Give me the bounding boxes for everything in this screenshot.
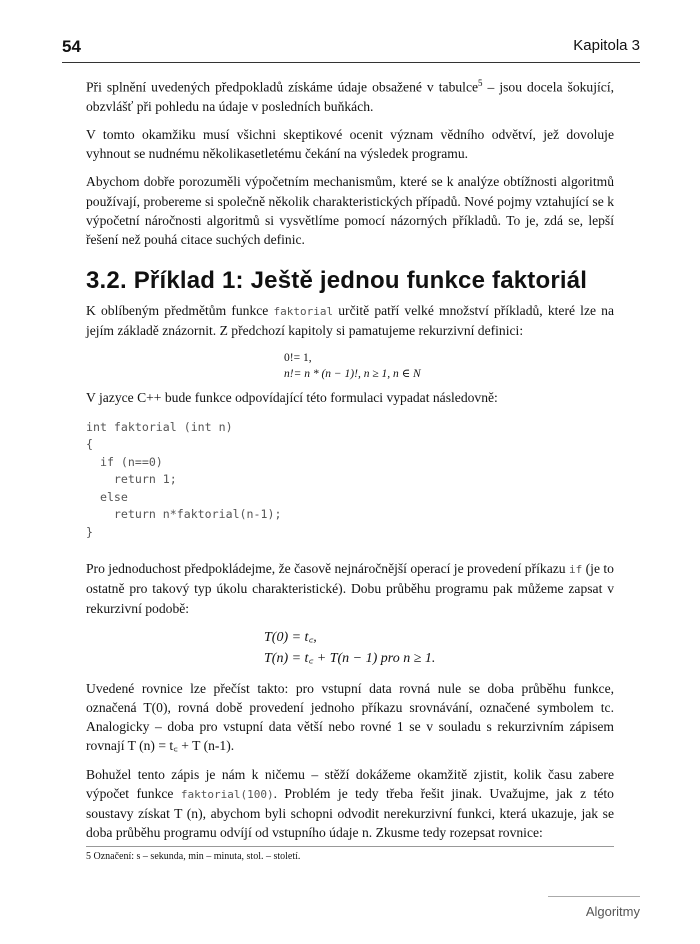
inline-code-faktorial: faktorial — [273, 305, 334, 319]
factorial-definition — [284, 350, 614, 382]
sp3-text: Pro jednoduchost předpokládejme, že časově nejnáročnější operací je provedení příkazu — [86, 561, 569, 577]
equation-2: T(n) = t꜀ + T(n − 1) pro n ≥ 1. — [264, 650, 436, 666]
paragraph-1-text-end: – jsou docela šokující, obzvlášť při pohledu na údaje v posledních buňkách. — [86, 79, 614, 114]
chapter-title: Kapitola 3 — [573, 37, 640, 54]
code-block — [86, 419, 614, 542]
paragraph-2: V tomto okamžiku musí všichni skeptikové ocenit význam vědního odvětví, jež dovoluje vyhnout se nudnému několikasetletému čekání na výsledek programu. — [86, 126, 614, 162]
code-line: else — [86, 489, 128, 504]
footnote-divider — [86, 846, 614, 847]
footer-book-title: Algoritmy — [585, 904, 640, 919]
time-equations — [264, 627, 614, 669]
code-line: int faktorial (int n) — [86, 419, 233, 434]
sp5-text: Bohužel tento zápis je nám k ničemu – stěží dokážeme okamžitě zjistit, kolik času zabere výpočet funkce — [86, 766, 614, 801]
section-paragraph-5 — [86, 765, 614, 843]
section-paragraph-1 — [86, 301, 614, 340]
sp5-text-end: . Problém je tedy třeba řešit jinak. Uvažujme, jak z této soustavy získat T (n), abychom byli schopni odvodit nerekurzivní funkci, která ukazuje, jak se doba průběhu programu odvíjí od vstupního údaje n. Zkusme tedy rozepsat rovnice: — [86, 785, 614, 841]
page-body — [86, 74, 614, 852]
sp1-text: K oblíbeným předmětům funkce — [86, 303, 274, 319]
code-line: return 1; — [86, 472, 177, 487]
header-divider — [62, 62, 640, 63]
section-paragraph-4: Uvedené rovnice lze přečíst takto: pro vstupní data rovná nule se doba průběhu funkce, označená T(0), rovná době provedení jednoho příkazu srovnávání, označené symbolem tc. Analogicky – doba pro vstupní data větší nebo rovné 1 se v souladu s rekurzivním zápisem rovnají T (n) = t꜀ + T (n-1). — [86, 680, 614, 754]
code-line: { — [86, 437, 93, 452]
sp1-text-end: určitě patří velké množství příkladů, které lze na jejím základě znázornit. Z předchozí kapitoly si pamatujeme rekurzivní definici: — [86, 303, 614, 339]
paragraph-1 — [86, 74, 614, 116]
section-heading: 3.2. Příklad 1: Ještě jednou funkce faktoriál — [86, 267, 588, 295]
code-line: } — [86, 524, 93, 539]
formula-line-2: n!= n * (n − 1)!, n ≥ 1, n ∈ N — [284, 367, 421, 380]
inline-code-if: if — [568, 563, 583, 577]
page-number: 54 — [62, 37, 81, 56]
paragraph-3: Abychom dobře porozuměli výpočetním mechanismům, které se k analýze obtížnosti algoritmů používají, probereme si společně několik charakteristických případů. Nové pojmy vztahující se k výpočetní náročnosti algoritmů si vysvětlíme pomocí názorných příkladů. To je, zdá se, lepší řešení než pouhá citace suchých definic. — [86, 174, 614, 247]
footer-divider — [548, 896, 640, 897]
footnote: 5 Označení: s – sekunda, min – minuta, stol. – století. — [86, 851, 301, 862]
code-line: return n*faktorial(n-1); — [86, 507, 282, 522]
equation-1: T(0) = t꜀, — [264, 629, 317, 645]
inline-code-faktorial-100: faktorial(100) — [180, 787, 274, 801]
code-line: if (n==0) — [86, 454, 163, 469]
footnote-marker[interactable]: 5 — [478, 78, 483, 88]
sp3-text-end: (je to ostatně pro takový typ úkolu charakteristické). Dobu průběhu programu pak můžeme zapsat v rekurzivní podobě: — [86, 561, 614, 616]
formula-line-1: 0!= 1, — [284, 351, 312, 364]
section-paragraph-3 — [86, 559, 614, 618]
paragraph-1-text: Při splnění uvedených předpokladů získáme údaje obsažené v tabulce — [86, 79, 479, 95]
section-paragraph-2: V jazyce C++ bude funkce odpovídající této formulaci vypadat následovně: — [86, 389, 498, 405]
